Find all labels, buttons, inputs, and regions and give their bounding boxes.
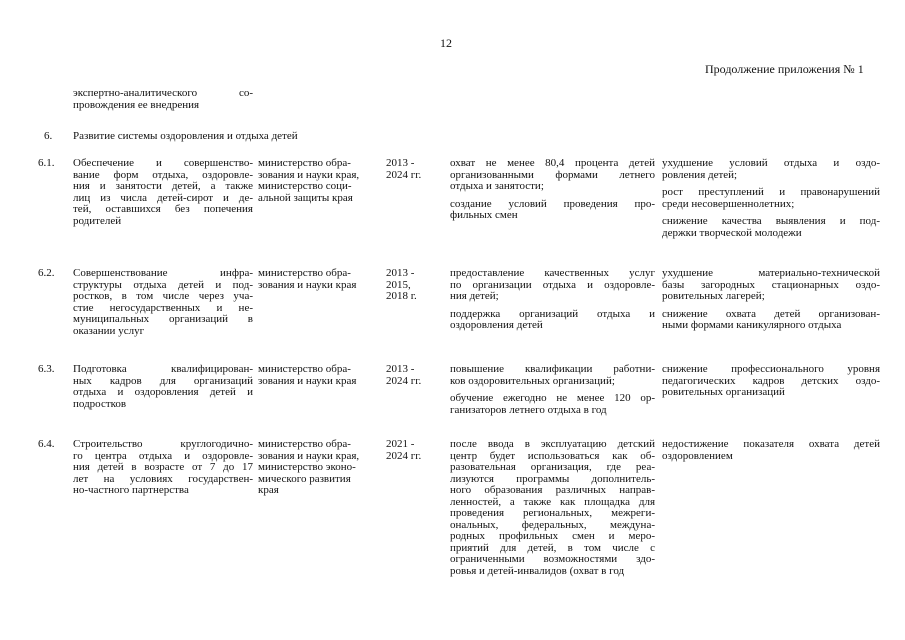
text-line: 2024 гг. xyxy=(386,168,422,181)
text-line: отдыха и занятости; xyxy=(450,180,544,192)
text-line: рост преступлений и правонарушений xyxy=(662,186,880,198)
text-line: ональных, федеральных, междуна- xyxy=(450,518,655,531)
text-line: 2013 - xyxy=(386,267,415,279)
text-line: повышение квалификации работни- xyxy=(450,363,655,375)
text-line: 2024 гг. xyxy=(386,449,422,462)
measure-cell xyxy=(73,439,253,497)
previous-row-fragment xyxy=(73,88,253,111)
section-number: 6. xyxy=(44,130,53,142)
fragment-line: экспертно-аналитического со- xyxy=(73,87,253,99)
text-line: Обеспечение и совершенство- xyxy=(73,157,253,169)
text-line: подростков xyxy=(73,397,127,410)
text-line: снижение профессионального уровня xyxy=(662,363,880,375)
text-line: центр будет использоваться как об- xyxy=(450,449,655,462)
text-line: ровительных лагерей; xyxy=(662,290,765,302)
text-line: 2013 - xyxy=(386,363,415,375)
text-line: среди несовершеннолетних; xyxy=(662,197,795,210)
text-line: проведения региональных, межреги- xyxy=(450,507,655,519)
text-line: ганизаторов летнего отдыха в год xyxy=(450,403,607,416)
text-line: зования и науки края xyxy=(258,374,357,387)
text-line: Совершенствование инфра- xyxy=(73,267,253,279)
text-line: охват не менее 80,4 процента детей xyxy=(450,157,655,169)
text-line: ровительных организаций xyxy=(662,386,785,398)
text-line: ленностей, а также как площадка для xyxy=(450,495,655,508)
text-line: ного образования различных направ- xyxy=(450,484,655,496)
text-line: министерство обра- xyxy=(258,267,351,279)
paragraph xyxy=(662,439,880,462)
results-cell xyxy=(450,439,655,577)
text-line: 2013 - xyxy=(386,157,415,169)
text-line: Подготовка квалифицирован- xyxy=(73,363,253,375)
paragraph xyxy=(662,268,880,303)
row-number: 6.4. xyxy=(38,438,55,450)
text-line: ровления детей; xyxy=(662,168,738,181)
period-cell xyxy=(386,364,436,387)
measure-cell xyxy=(73,158,253,227)
text-line: ных кадров для организаций xyxy=(73,374,253,387)
text-line: 2021 - xyxy=(386,438,415,450)
text-line: держки творческой молодежи xyxy=(662,226,802,239)
paragraph xyxy=(450,199,655,222)
text-line: снижение охвата детей организован- xyxy=(662,307,880,320)
text-line: 2015, xyxy=(386,278,411,291)
row-number: 6.2. xyxy=(38,267,55,279)
text-line: создание условий проведения про- xyxy=(450,197,655,210)
executor-cell xyxy=(258,268,376,291)
text-line: педагогических кадров детских оздо- xyxy=(662,374,880,387)
paragraph xyxy=(662,309,880,332)
paragraph xyxy=(450,268,655,303)
text-line: ков оздоровительных организаций; xyxy=(450,374,615,387)
paragraph xyxy=(662,216,880,239)
text-line: поддержка организаций отдыха и xyxy=(450,307,655,320)
text-line: муниципальных организаций в xyxy=(73,313,253,325)
text-line: 2024 гг. xyxy=(386,374,422,387)
text-line: разовательная организация, где реа- xyxy=(450,461,655,473)
results-cell xyxy=(450,364,655,416)
results-cell xyxy=(450,268,655,332)
row-number: 6.3. xyxy=(38,363,55,375)
paragraph xyxy=(450,439,655,577)
text-line: ния и занятости детей, а также xyxy=(73,180,253,192)
text-line: лизуются программы дополнитель- xyxy=(450,472,655,485)
measure-cell xyxy=(73,268,253,337)
text-line: ухудшение условий отдыха и оздо- xyxy=(662,157,880,169)
text-line: родных профильных смен и меро- xyxy=(450,530,655,542)
text-line: ния детей; xyxy=(450,290,499,302)
consequences-cell xyxy=(662,364,880,399)
text-line: снижение качества выявления и под- xyxy=(662,215,880,227)
text-line: ограниченными возможностями здо- xyxy=(450,553,655,565)
text-line: вание форм отдыха, оздоровле- xyxy=(73,168,253,181)
results-cell xyxy=(450,158,655,222)
text-line: лиц из числа детей-сирот и де- xyxy=(73,191,253,204)
text-line: ровья и детей-инвалидов (охват в год xyxy=(450,564,625,577)
text-line: мического развития xyxy=(258,472,351,485)
text-line: приятий для детей, в том числе с xyxy=(450,541,655,554)
executor-cell xyxy=(258,158,376,204)
page-number: 12 xyxy=(440,36,452,50)
fragment-line: провождения ее внедрения xyxy=(73,98,200,111)
paragraph xyxy=(662,364,880,399)
text-line: министерство обра- xyxy=(258,438,351,450)
paragraph xyxy=(662,158,880,181)
paragraph xyxy=(662,187,880,210)
consequences-cell xyxy=(662,268,880,332)
text-line: альной защиты края xyxy=(258,191,353,204)
paragraph xyxy=(450,309,655,332)
text-line: обучение ежегодно не менее 120 ор- xyxy=(450,392,655,404)
text-line: фильных смен xyxy=(450,209,518,221)
section-title: Развитие системы оздоровления и отдыха детей xyxy=(73,130,298,142)
text-line: лет на условиях государствен- xyxy=(73,472,253,485)
text-line: базы загородных стационарных оздо- xyxy=(662,278,880,291)
text-line: министерство соци- xyxy=(258,180,352,192)
text-line: края xyxy=(258,484,279,496)
text-line: го центра отдыха и оздоровле- xyxy=(73,449,253,462)
text-line: 2018 г. xyxy=(386,290,417,302)
appendix-continuation: Продолжение приложения № 1 xyxy=(705,62,864,76)
text-line: структуры отдыха детей и под- xyxy=(73,278,253,291)
text-line: но-частного партнерства xyxy=(73,484,189,496)
text-line: министерство эконо- xyxy=(258,461,356,473)
paragraph xyxy=(450,393,655,416)
text-line: зования и науки края, xyxy=(258,168,360,181)
text-line: стие негосударственных и не- xyxy=(73,301,253,314)
paragraph xyxy=(450,364,655,387)
text-line: отдыха и оздоровления детей и xyxy=(73,386,253,398)
text-line: оздоровлением xyxy=(662,449,733,462)
executor-cell xyxy=(258,364,376,387)
text-line: министерство обра- xyxy=(258,157,351,169)
text-line: предоставление качественных услуг xyxy=(450,267,655,279)
paragraph xyxy=(450,158,655,193)
text-line: зования и науки края xyxy=(258,278,357,291)
text-line: ростков, в том числе через уча- xyxy=(73,290,253,302)
text-line: министерство обра- xyxy=(258,363,351,375)
text-line: тей, оставшихся без попечения xyxy=(73,203,253,215)
text-line: после ввода в эксплуатацию детский xyxy=(450,438,655,450)
text-line: организованными формами летнего xyxy=(450,168,655,181)
text-line: ния детей в возрасте от 7 до 17 xyxy=(73,461,253,473)
text-line: недостижение показателя охвата детей xyxy=(662,438,880,450)
period-cell xyxy=(386,268,436,303)
consequences-cell xyxy=(662,158,880,239)
text-line: ными формами каникулярного отдыха xyxy=(662,319,842,331)
text-line: оказании услуг xyxy=(73,324,145,337)
text-line: по организации отдыха и оздоровле- xyxy=(450,278,655,291)
period-cell xyxy=(386,158,436,181)
text-line: Строительство круглогодично- xyxy=(73,438,253,450)
text-line: оздоровления детей xyxy=(450,319,543,331)
row-number: 6.1. xyxy=(38,157,55,169)
text-line: родителей xyxy=(73,214,122,227)
text-line: ухудшение материально-технической xyxy=(662,267,880,279)
executor-cell xyxy=(258,439,376,497)
consequences-cell xyxy=(662,439,880,462)
measure-cell xyxy=(73,364,253,410)
period-cell xyxy=(386,439,436,462)
text-line: зования и науки края, xyxy=(258,449,360,462)
